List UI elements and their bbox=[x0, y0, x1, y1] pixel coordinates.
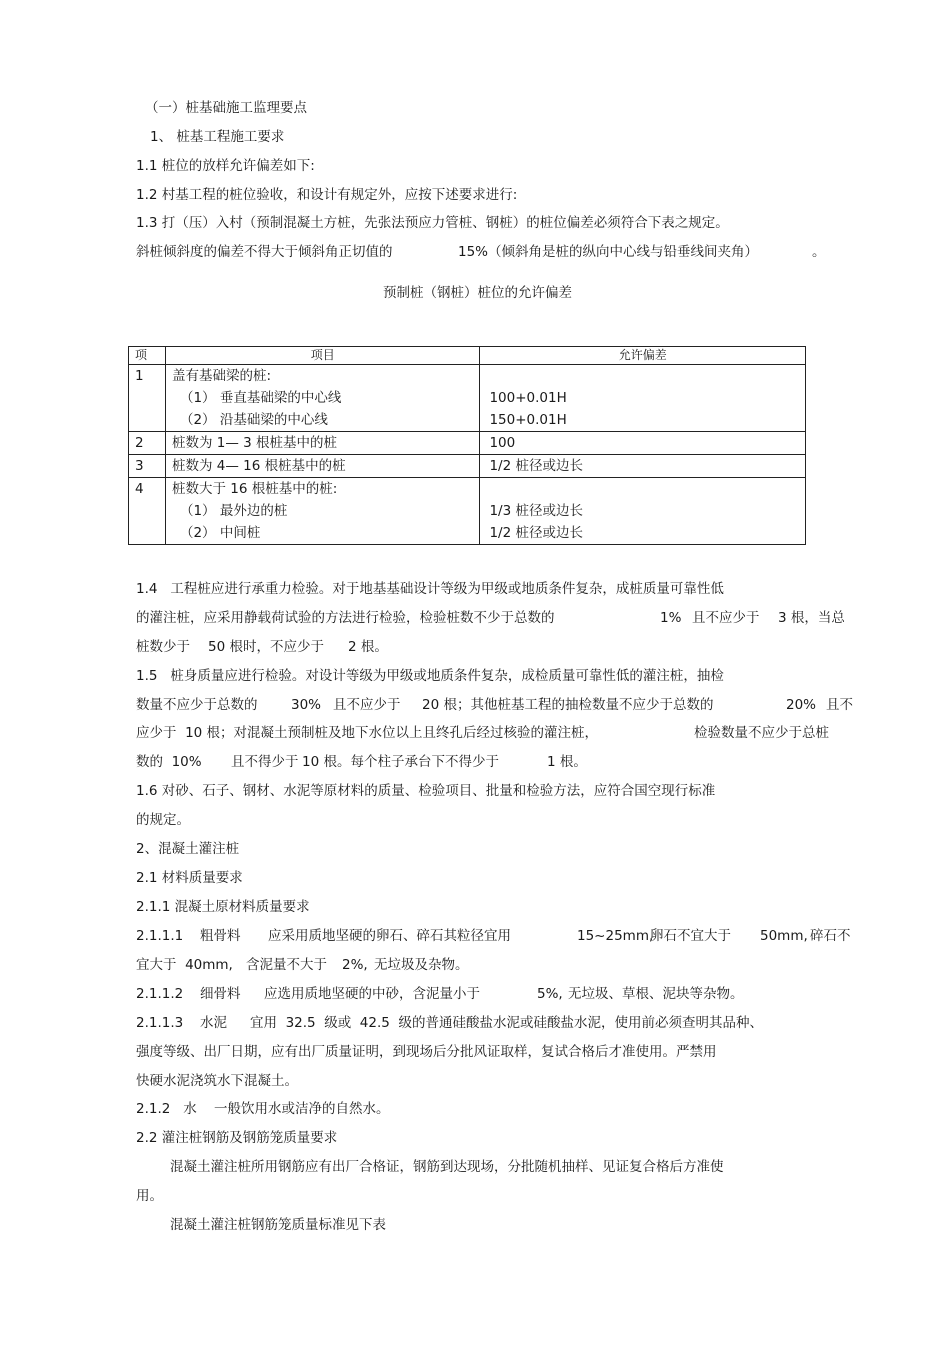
text-run: 1% bbox=[660, 610, 682, 626]
clause-1-6-line2: 的规定。 bbox=[136, 812, 190, 828]
row-no: 1 bbox=[129, 365, 166, 432]
text-run: 20% bbox=[786, 697, 817, 713]
table-row bbox=[129, 365, 806, 432]
clause-2-1-1-1-line2 bbox=[136, 956, 469, 974]
text-run: 无垃圾、草根、泥块等杂物。 bbox=[568, 986, 744, 1002]
clause-2-1-1-2 bbox=[136, 985, 744, 1003]
text-run: 50mm, bbox=[760, 928, 808, 944]
table-title: 预制桩（钢桩）桩位的允许偏差 bbox=[383, 285, 572, 301]
section-2-title: 2、混凝土灌注桩 bbox=[136, 841, 240, 857]
text-run: 一般饮用水或洁净的自然水。 bbox=[214, 1101, 390, 1117]
header-no: 项 bbox=[129, 347, 166, 365]
clause-1-3-line1: 1.3 打（压）入村（预制混凝土方桩，先张法预应力管桩、钢桩）的桩位偏差必须符合下表之规定。 bbox=[136, 215, 729, 231]
text-run: 且不得少于 bbox=[231, 754, 299, 770]
clause-1-4-line3 bbox=[136, 638, 388, 656]
text-run: 碎石不 bbox=[810, 928, 851, 944]
text-run: 2.1.2 水 bbox=[136, 1101, 197, 1117]
table-row bbox=[129, 455, 806, 478]
clause-2-1-1-3-line1 bbox=[136, 1014, 763, 1032]
row-item: 桩数为 1— 3 根桩基中的桩 bbox=[165, 432, 479, 455]
text-run: 宜用 32.5 级或 42.5 级的普通硅酸盐水泥或硅酸盐水泥，使用前必须查明其品种、 bbox=[250, 1015, 763, 1031]
clause-1-2: 1.2 村基工程的桩位验收，和设计有规定外，应按下述要求进行: bbox=[136, 187, 518, 203]
item-line: （1） 最外边的桩 bbox=[179, 503, 288, 519]
text-run: 水泥 bbox=[200, 1015, 227, 1031]
item-line: 桩数大于 16 根桩基中的桩: bbox=[171, 481, 338, 497]
text-run: 粗骨料 bbox=[200, 928, 241, 944]
text-run: 20 根；其他桩基工程的抽检数量不应少于总数的 bbox=[422, 697, 714, 713]
text-run: 2.1.1.2 bbox=[136, 986, 184, 1002]
clause-2-1: 2.1 材料质量要求 bbox=[136, 870, 243, 886]
clause-2-1-1-3-line3: 快硬水泥浇筑水下混凝土。 bbox=[136, 1073, 298, 1089]
clause-2-1-2 bbox=[136, 1100, 390, 1118]
tolerance-line: 1/2 桩径或边长 bbox=[489, 525, 583, 541]
text-run: 10 根。每个柱子承台下不得少于 bbox=[302, 754, 499, 770]
row-no: 3 bbox=[129, 455, 166, 478]
text-run: 数的 10% bbox=[136, 754, 202, 770]
row-tolerance bbox=[480, 478, 806, 545]
text-run: 2%, bbox=[342, 957, 368, 973]
clause-2-2-para-line2: 用。 bbox=[136, 1188, 163, 1204]
clause-1-5-line1 bbox=[136, 667, 724, 685]
text-run: 卵石不宜大于 bbox=[650, 928, 731, 944]
text-run: 50 根时，不应少于 bbox=[208, 639, 324, 655]
clause-1-6-line1: 1.6 对砂、石子、钢材、水泥等原材料的质量、检验项目、批量和检验方法，应符合国空现行标准 bbox=[136, 783, 716, 799]
text-run: 1 根。 bbox=[547, 754, 587, 770]
section-1-title: 1、 桩基工程施工要求 bbox=[150, 129, 285, 145]
tolerance-line: 150+0.01H bbox=[489, 412, 567, 428]
clause-2-2: 2.2 灌注桩钢筋及钢筋笼质量要求 bbox=[136, 1130, 338, 1146]
text-run: 且不应少于 bbox=[692, 610, 760, 626]
text-run: 5%, bbox=[537, 986, 563, 1002]
text-run: 桩数少于 bbox=[136, 639, 190, 655]
text-run: 且不应少于 bbox=[333, 697, 401, 713]
text-run: 宜大于 40mm, bbox=[136, 957, 233, 973]
tolerance-line: 100+0.01H bbox=[489, 390, 567, 406]
pile-deviation-table bbox=[128, 346, 806, 545]
text-run: 2.1.1.3 bbox=[136, 1015, 184, 1031]
row-item bbox=[165, 365, 479, 432]
text-run: 2 根。 bbox=[348, 639, 388, 655]
clause-2-2-note: 混凝土灌注桩钢筋笼质量标准见下表 bbox=[170, 1217, 386, 1233]
section-heading: （一）桩基础施工监理要点 bbox=[145, 100, 307, 116]
text-run: 含泥量不大于 bbox=[246, 957, 327, 973]
row-item bbox=[165, 478, 479, 545]
tolerance-line: 1/3 桩径或边长 bbox=[489, 503, 583, 519]
item-line: （2） 中间桩 bbox=[179, 525, 261, 541]
text-run: 且不 bbox=[826, 697, 853, 713]
clause-1-4-line2 bbox=[136, 609, 845, 627]
text-run: 斜桩倾斜度的偏差不得大于倾斜角正切值的 bbox=[136, 244, 393, 260]
text-run: 2.1.1.1 bbox=[136, 928, 184, 944]
text-run: 3 根，当总 bbox=[778, 610, 845, 626]
tolerance-line bbox=[489, 365, 805, 387]
clause-2-1-1-3-line2: 强度等级、出厂日期，应有出厂质量证明，到现场后分批风证取样，复试合格后才准使用。严禁用 bbox=[136, 1044, 717, 1060]
row-item: 桩数为 4— 16 根桩基中的桩 bbox=[165, 455, 479, 478]
text-run: 30% bbox=[291, 697, 322, 713]
table-row bbox=[129, 432, 806, 455]
row-tolerance: 1/2 桩径或边长 bbox=[480, 455, 806, 478]
text-run: 无垃圾及杂物。 bbox=[374, 957, 469, 973]
text-run: 15~25mm, bbox=[577, 928, 654, 944]
clause-1-1: 1.1 桩位的放样允许偏差如下: bbox=[136, 158, 315, 174]
item-line: 盖有基础梁的桩: bbox=[171, 368, 272, 384]
clause-1-5-line2 bbox=[136, 696, 853, 714]
tolerance-line bbox=[489, 478, 805, 500]
text-run: 数量不应少于总数的 bbox=[136, 697, 258, 713]
header-item: 项目 bbox=[165, 347, 479, 365]
clause-1-5-line4 bbox=[136, 753, 587, 771]
text-run: 应选用质地坚硬的中砂，含泥量小于 bbox=[264, 986, 480, 1002]
row-tolerance bbox=[480, 365, 806, 432]
clause-1-3-line2 bbox=[136, 243, 826, 261]
clause-2-2-para-line1: 混凝土灌注桩所用钢筋应有出厂合格证，钢筋到达现场，分批随机抽样、见证复合格后方准使 bbox=[170, 1159, 724, 1175]
text-run: 1.4 工程桩应进行承重力检验。对于地基基础设计等级为甲级或地质条件复杂，成桩质量可靠性低 bbox=[136, 581, 724, 597]
clause-1-4-line1 bbox=[136, 580, 724, 598]
table-header-row bbox=[129, 347, 806, 365]
item-line: （2） 沿基础梁的中心线 bbox=[179, 412, 328, 428]
clause-2-1-1-1-line1 bbox=[136, 927, 851, 945]
clause-1-5-line3 bbox=[136, 724, 829, 742]
text-run: 的灌注桩，应采用静载荷试验的方法进行检验，检验桩数不少于总数的 bbox=[136, 610, 555, 626]
text-run: 应少于 10 根；对混凝土预制桩及地下水位以上且终孔后经过核验的灌注桩， bbox=[136, 725, 599, 741]
text-run: 检验数量不应少于总桩 bbox=[694, 725, 829, 741]
row-no: 4 bbox=[129, 478, 166, 545]
row-no: 2 bbox=[129, 432, 166, 455]
item-line: （1） 垂直基础梁的中心线 bbox=[179, 390, 342, 406]
table-row bbox=[129, 478, 806, 545]
text-run: 15%（倾斜角是桩的纵向中心线与铅垂线间夹角） bbox=[458, 244, 759, 260]
row-tolerance: 100 bbox=[480, 432, 806, 455]
text-run: 细骨料 bbox=[200, 986, 241, 1002]
text-run: 应采用质地坚硬的卵石、碎石其粒径宜用 bbox=[268, 928, 511, 944]
text-run: 。 bbox=[812, 244, 826, 260]
text-run: 1.5 桩身质量应进行检验。对设计等级为甲级或地质条件复杂，成检质量可靠性低的灌注桩，抽检 bbox=[136, 668, 724, 684]
clause-2-1-1: 2.1.1 混凝土原材料质量要求 bbox=[136, 899, 310, 915]
header-tolerance: 允许偏差 bbox=[480, 347, 806, 365]
